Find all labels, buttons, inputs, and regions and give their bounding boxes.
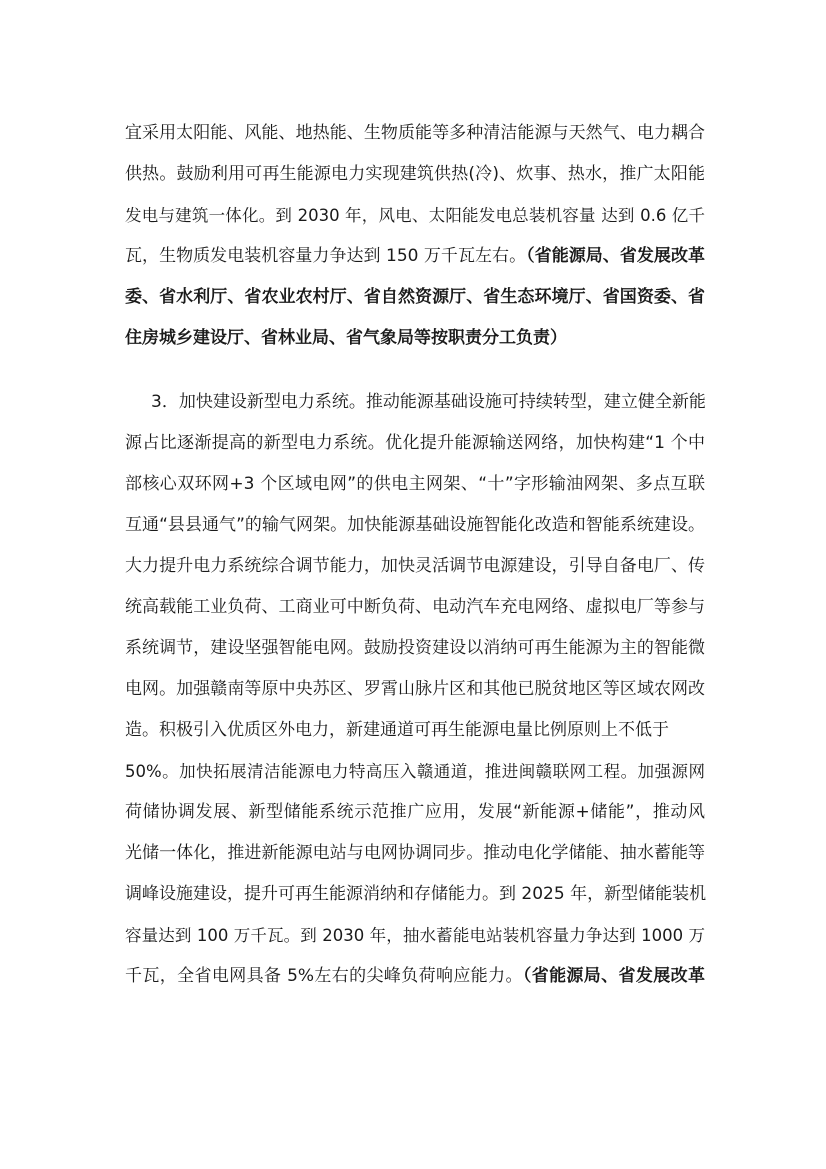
text-line: 荷储协调发展、新型储能系统示范推广应用，发展“新能源+储能”，推动风: [125, 802, 705, 822]
text-line: [125, 236, 705, 277]
text-line: 源占比逐渐提高的新型电力系统。优化提升能源输送网络，加快构建“1 个中: [125, 433, 705, 453]
text-line: 供热。鼓励利用可再生能源电力实现建筑供热(冷)、炊事、热水，推广太阳能: [125, 164, 705, 184]
paragraph-new-power-system: [125, 382, 705, 997]
text-line: 系统调节，建设坚强智能电网。鼓励投资建设以消纳可再生能源为主的智能微: [125, 638, 705, 658]
text-line: 电网。加强赣南等原中央苏区、罗霄山脉片区和其他已脱贫地区等区域农网改: [125, 679, 705, 699]
text-line: [125, 956, 705, 997]
text-line: 部核心双环网+3 个区域电网”的供电主网架、“十”字形输油网架、多点互联: [125, 474, 705, 494]
text-line: 互通“县县通气”的输气网架。加快能源基础设施智能化改造和智能系统建设。: [125, 515, 705, 535]
text-line: 造。积极引入优质区外电力，新建通道可再生能源电量比例原则上不低于: [125, 720, 669, 740]
responsible-departments: （省能源局、省发展改革: [526, 246, 705, 266]
paragraph-clean-energy-heating: [125, 113, 705, 359]
text-line: 发电与建筑一体化。到 2030 年，风电、太阳能发电总装机容量 达到 0.6 亿千: [125, 206, 705, 225]
responsible-departments-line: 住房城乡建设厅、省林业局、省气象局等按职责分工负责）: [125, 328, 567, 348]
text-line: 容量达到 100 万千瓦。到 2030 年，抽水蓄能电站装机容量力争达到 1000 万: [125, 926, 705, 945]
text-line: 大力提升电力系统综合调节能力，加快灵活调节电源建设，引导自备电厂、传: [125, 556, 705, 576]
text-segment: 瓦，生物质发电装机容量力争达到 150 万千瓦左右。: [125, 246, 527, 266]
responsible-departments-line: 委、省水利厅、省农业农村厅、省自然资源厅、省生态环境厅、省国资委、省: [125, 287, 705, 307]
text-line: 统高载能工业负荷、工商业可中断负荷、电动汽车充电网络、虚拟电厂等参与: [125, 597, 705, 617]
text-line: 宜采用太阳能、风能、地热能、生物质能等多种清洁能源与天然气、电力耦合: [125, 123, 705, 143]
text-line: 50%。加快拓展清洁能源电力特高压入赣通道，推进闽赣联网工程。加强源网: [125, 762, 705, 781]
text-line: 光储一体化，推进新能源电站与电网协调同步。推动电化学储能、抽水蓄能等: [125, 843, 705, 863]
text-segment: 千瓦，全省电网具备 5%左右的尖峰负荷响应能力。: [125, 966, 523, 986]
responsible-departments: （省能源局、省发展改革: [522, 966, 706, 986]
section-heading-line: 3．加快建设新型电力系统。推动能源基础设施可持续转型，建立健全新能: [151, 392, 706, 412]
text-line: 调峰设施建设，提升可再生能源消纳和存储能力。到 2025 年，新型储能装机: [125, 884, 707, 904]
